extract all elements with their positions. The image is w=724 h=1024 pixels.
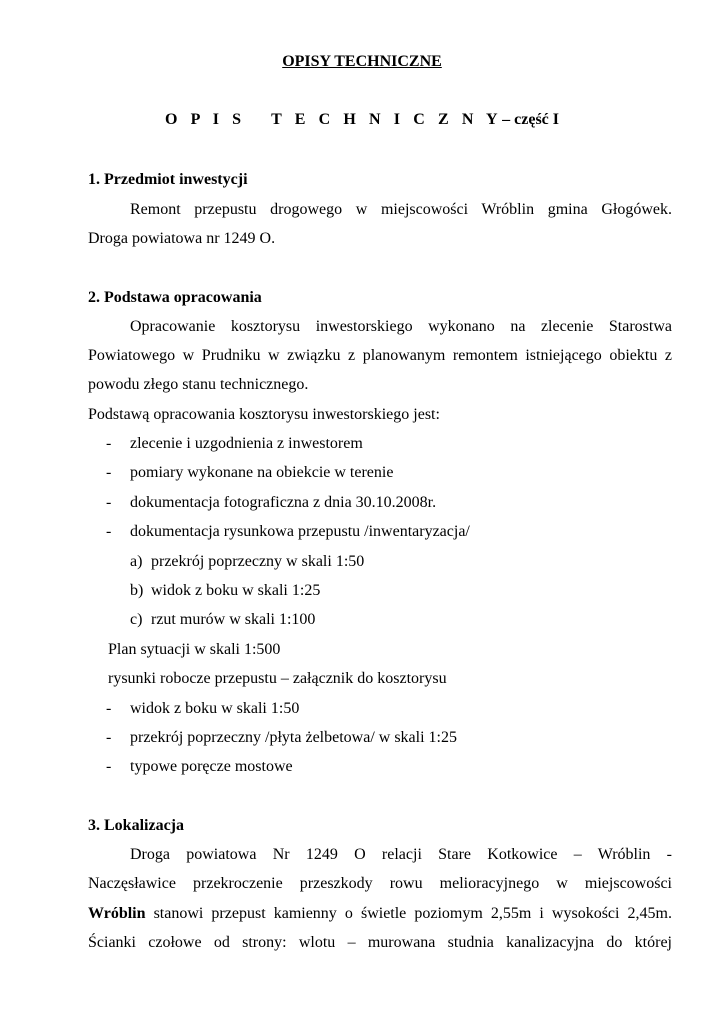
section-2-line: Opracowanie kosztorysu inwestorskiego wykonano na zlecenie Starostwa [130,318,672,335]
section-3-line: Droga powiatowa Nr 1249 O relacji Stare Kotkowice – Wróblin - [130,846,672,863]
list-item: zlecenie i uzgodnienia z inwestorem [130,435,363,452]
section-2-line: powodu złego stanu technicznego. [88,376,309,393]
bullet-dash: - [106,523,112,540]
list-item: typowe poręcze mostowe [130,758,293,775]
sub-item: rzut murów w skali 1:100 [151,611,316,628]
list-item: dokumentacja fotograficzna z dnia 30.10.2008r. [130,494,437,511]
plain-line: rysunki robocze przepustu – załącznik do kosztorysu [108,670,447,687]
bullet-dash: - [106,729,112,746]
section-3-line [88,904,672,924]
sub-item-marker: b) [130,582,144,599]
section-3-line-rest: stanowi przepust kamienny o świetle poziomym 2,55m i wysokości 2,45m. [145,905,672,922]
bullet-dash: - [106,494,112,511]
section-3-line: Ścianki czołowe od strony: wlotu – murowana studnia kanalizacyjna do której [88,934,672,951]
subtitle [0,110,724,130]
subtitle-part: – część I [502,111,559,128]
sub-item: przekrój poprzeczny w skali 1:50 [151,553,365,570]
section-3-heading: 3. Lokalizacja [88,817,184,834]
sub-item: widok z boku w skali 1:25 [151,582,321,599]
section-2-heading: 2. Podstawa opracowania [88,289,262,306]
plain-line: Plan sytuacji w skali 1:500 [108,641,281,658]
bullet-dash: - [106,435,112,452]
sub-item-marker: a) [130,553,143,570]
main-title: OPISY TECHNICZNE [282,53,442,70]
section-2-line: Powiatowego w Prudniku w związku z planowanym remontem istniejącego obiektu z [88,347,672,364]
list-item: widok z boku w skali 1:50 [130,700,300,717]
subtitle-main: O P I S T E C H N I C Z N Y [164,111,503,128]
list-item: dokumentacja rysunkowa przepustu /inwentaryzacja/ [130,523,470,540]
bullet-dash: - [106,464,112,481]
list-item: pomiary wykonane na obiekcie w terenie [130,464,394,481]
bullet-dash: - [106,758,112,775]
sub-item-marker: c) [130,611,143,628]
bullet-dash: - [106,700,112,717]
section-2-line: Podstawą opracowania kosztorysu inwestorskiego jest: [88,406,440,423]
section-1-heading: 1. Przedmiot inwestycji [88,171,248,188]
section-1-line: Droga powiatowa nr 1249 O. [88,230,276,247]
section-3-line: Naczęsławice przekroczenie przeszkody rowu melioracyjnego w miejscowości [88,875,672,892]
section-1-line: Remont przepustu drogowego w miejscowości Wróblin gmina Głogówek. [130,201,672,218]
list-item: przekrój poprzeczny /płyta żelbetowa/ w skali 1:25 [130,729,457,746]
place-name: Wróblin [88,905,146,922]
